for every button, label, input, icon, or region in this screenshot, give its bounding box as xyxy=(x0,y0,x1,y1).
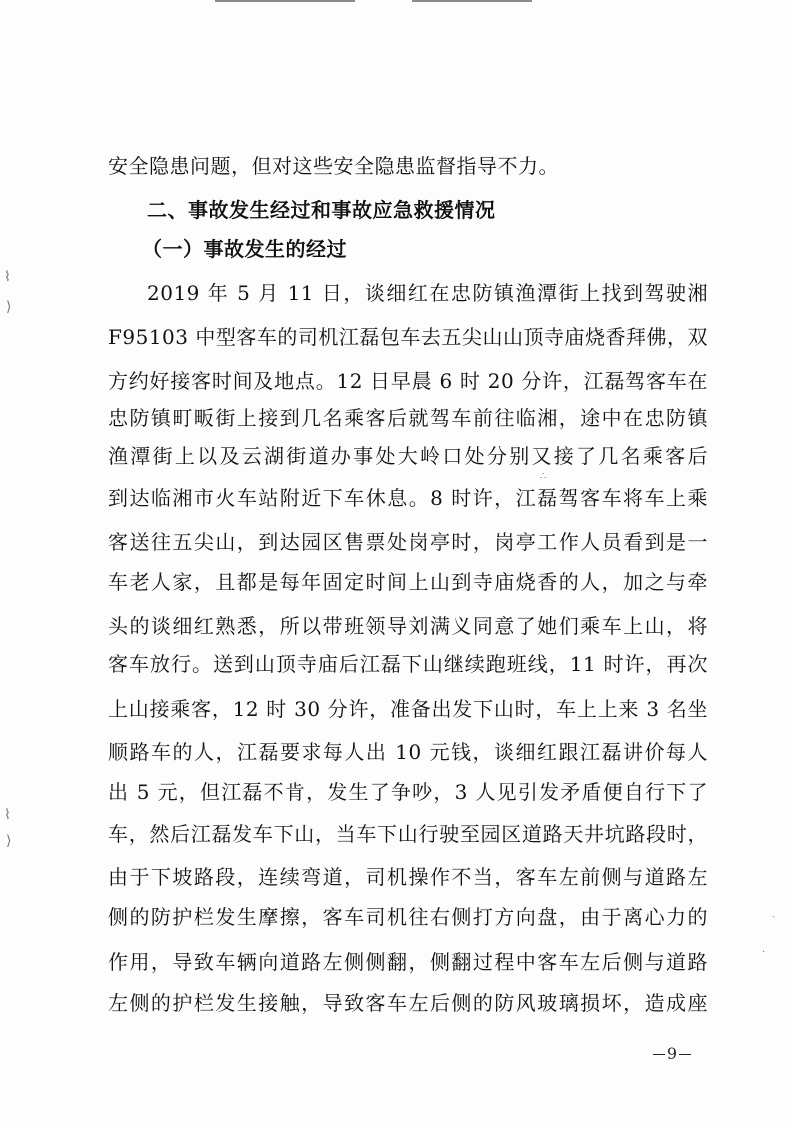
paragraph-line: 车老人家，且都是每年固定时间上山到寺庙烧香的人，加之与牵 xyxy=(108,570,708,594)
page-number: 9 xyxy=(642,1044,702,1063)
paragraph-line: 作用，导致车辆向道路左侧侧翻，侧翻过程中客车左后侧与道路 xyxy=(108,950,708,974)
paragraph-line: F95103 中型客车的司机江磊包车去五尖山山顶寺庙烧香拜佛，双 xyxy=(108,325,708,349)
scan-artifact: ⌇ xyxy=(4,269,11,285)
paragraph-line: 客车放行。送到山顶寺庙后江磊下山继续跑班线，11 时许，再次 xyxy=(108,652,708,676)
scan-artifact: ⟩ xyxy=(6,833,12,849)
paragraph-line: 方约好接客时间及地点。12 日早晨 6 时 20 分许，江磊驾客车在 xyxy=(108,369,708,393)
scan-artifact: ˎ xyxy=(772,907,776,918)
paragraph-line: 左侧的护栏发生接触，导致客车左后侧的防风玻璃损坏，造成座 xyxy=(108,991,708,1015)
paragraph-line: 顺路车的人，江磊要求每人出 10 元钱，谈细红跟江磊讲价每人 xyxy=(108,740,708,764)
paragraph-line: 忠防镇町畈街上接到几名乘客后就驾车前往临湘，途中在忠防镇 xyxy=(108,406,708,430)
scan-artifact: ⌇ xyxy=(4,807,11,823)
paragraph-line: 侧的防护栏发生摩擦，客车司机往右侧打方向盘，由于离心力的 xyxy=(108,905,708,929)
top-edge-rule xyxy=(215,0,355,2)
paragraph-line: 到达临湘市火车站附近下车休息。8 时许，江磊驾客车将车上乘 xyxy=(108,486,708,510)
paragraph-line: 渔潭街上以及云湖街道办事处大岭口处分别又接了几名乘客后 xyxy=(108,444,708,468)
paragraph-line: 客送往五尖山，到达园区售票处岗亭时，岗亭工作人员看到是一 xyxy=(108,530,708,554)
section-heading: 二、事故发生经过和事故应急救援情况 xyxy=(147,198,496,222)
paragraph-line: 2019 年 5 月 11 日，谈细红在忠防镇渔潭街上找到驾驶湘 xyxy=(147,281,708,305)
top-edge-rule xyxy=(412,0,532,2)
subsection-heading: （一）事故发生的经过 xyxy=(142,237,347,261)
paragraph-line: 出 5 元，但江磊不肯，发生了争吵，3 人见引发矛盾便自行下了 xyxy=(108,780,708,804)
paragraph-line: 车，然后江磊发车下山，当车下山行驶至园区道路天井坑路段时， xyxy=(108,822,708,846)
scan-artifact: ⟩ xyxy=(6,299,12,315)
paragraph-line: 安全隐患问题，但对这些安全隐患监督指导不力。 xyxy=(108,154,559,178)
paragraph-line: 由于下坡路段，连续弯道，司机操作不当，客车左前侧与道路左 xyxy=(108,865,708,889)
scan-artifact: · xyxy=(762,947,766,958)
scan-artifact: ∴ xyxy=(540,471,547,482)
paragraph-line: 头的谈细红熟悉，所以带班领导刘满义同意了她们乘车上山，将 xyxy=(108,614,708,638)
paragraph-line: 上山接乘客，12 时 30 分许，准备出发下山时，车上上来 3 名坐 xyxy=(108,697,708,721)
